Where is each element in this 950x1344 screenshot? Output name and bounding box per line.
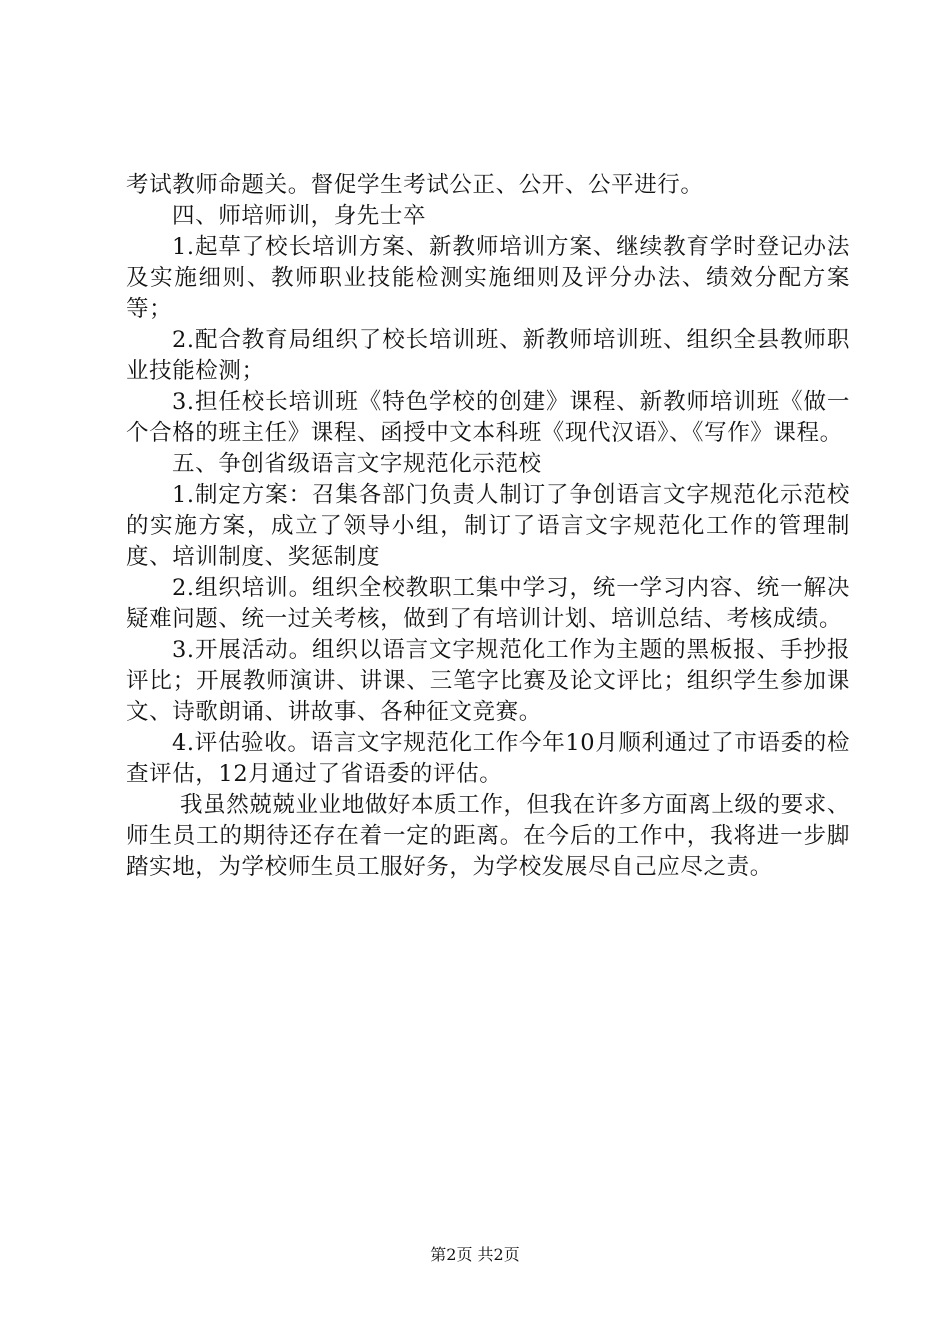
document-body xyxy=(126,170,850,883)
page-number-footer: 第2页 共2页 xyxy=(430,1245,520,1264)
list-item: 1.起草了校长培训方案、新教师培训方案、继续教育学时登记办法及实施细则、教师职业技能检测实施细则及评分办法、绩效分配方案等； xyxy=(126,234,850,322)
section-heading-5: 五、争创省级语言文字规范化示范校 xyxy=(172,451,542,477)
list-item: 2.配合教育局组织了校长培训班、新教师培训班、组织全县教师职业技能检测； xyxy=(126,327,850,384)
list-item: 1.制定方案：召集各部门负责人制订了争创语言文字规范化示范校的实施方案，成立了领导小组，制订了语言文字规范化工作的管理制度、培训制度、奖惩制度 xyxy=(126,482,850,570)
list-item: 4.评估验收。语言文字规范化工作今年10月顺利通过了市语委的检查评估，12月通过了省语委的评估。 xyxy=(126,730,850,787)
list-item: 2.组织培训。组织全校教职工集中学习，统一学习内容、统一解决疑难问题、统一过关考核，做到了有培训计划、培训总结、考核成绩。 xyxy=(126,575,850,632)
list-item: 3.担任校长培训班《特色学校的创建》课程、新教师培训班《做一个合格的班主任》课程、函授中文本科班《现代汉语》、《写作》课程。 xyxy=(126,389,850,446)
list-item: 3.开展活动。组织以语言文字规范化工作为主题的黑板报、手抄报评比；开展教师演讲、讲课、三笔字比赛及论文评比；组织学生参加课文、诗歌朗诵、讲故事、各种征文竞赛。 xyxy=(126,637,850,725)
paragraph-continuation: 考试教师命题关。督促学生考试公正、公开、公平进行。 xyxy=(126,172,704,198)
closing-paragraph: 我虽然兢兢业业地做好本质工作，但我在许多方面离上级的要求、师生员工的期待还存在着一定的距离。在今后的工作中，我将进一步脚踏实地，为学校师生员工服好务，为学校发展尽自己应尽之责。 xyxy=(126,792,850,880)
section-heading-4: 四、师培师训，身先士卒 xyxy=(172,203,427,229)
